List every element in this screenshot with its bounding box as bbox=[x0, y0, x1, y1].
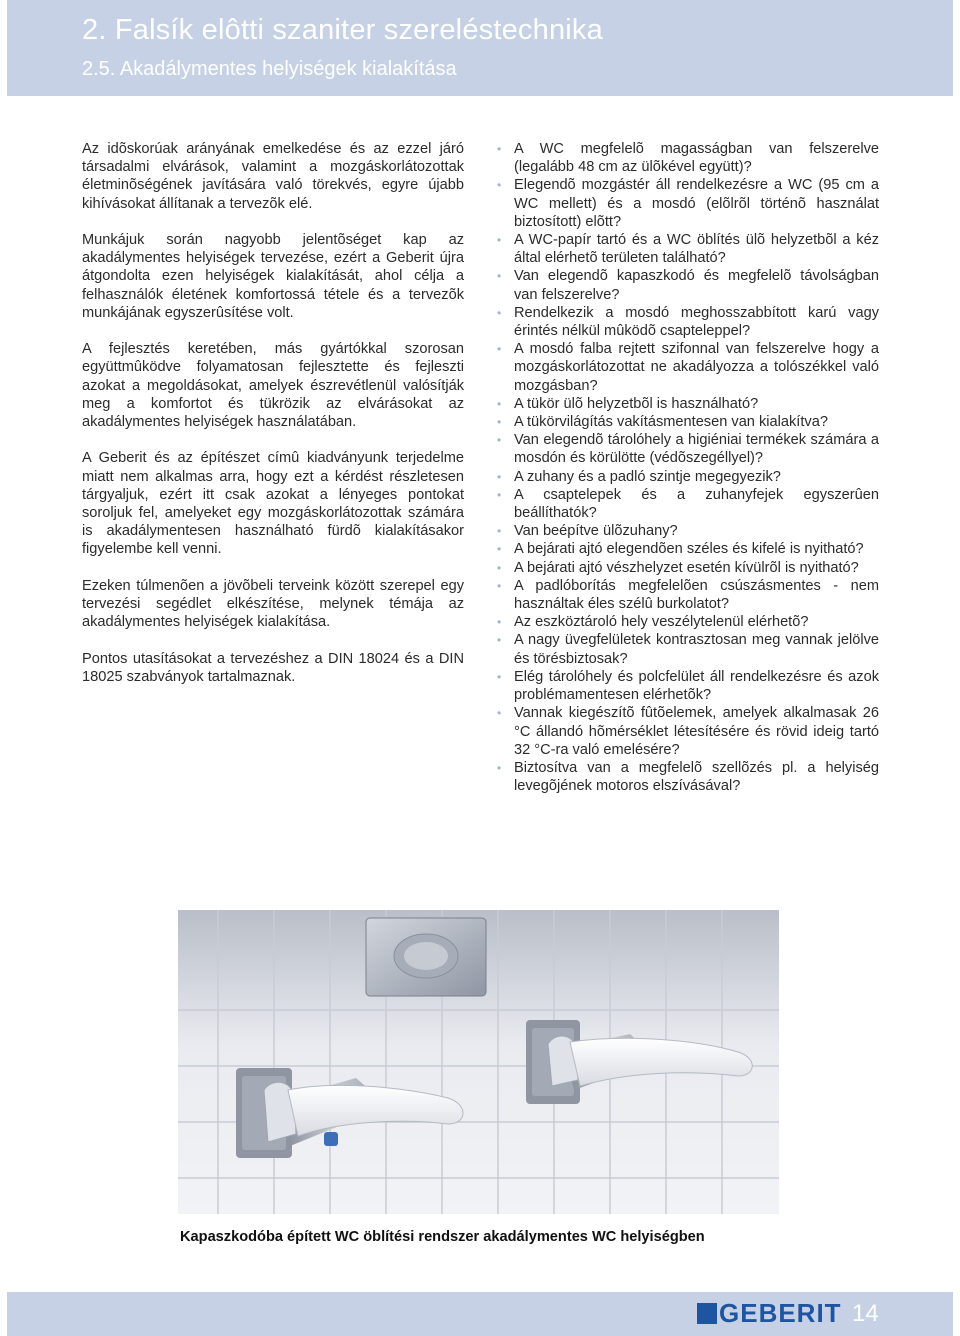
checklist-item bbox=[497, 340, 879, 395]
checklist-item bbox=[497, 304, 879, 340]
checklist-item-text: Vannak kiegészítõ fûtõelemek, amelyek alkalmasak 26 °C állandó hõmérséklet létesítésére és rövid ideig tartó 32 °C-ra való emelésére? bbox=[514, 705, 879, 758]
checklist-item-text: Van beépítve ülõzuhany? bbox=[514, 523, 678, 540]
bullet-icon: • bbox=[497, 615, 502, 630]
checklist-item bbox=[497, 668, 879, 704]
checklist-item-text: A padlóborítás megfelelõen csúszásmentes - nem használtak éles szélû burkolatot? bbox=[514, 577, 879, 613]
checklist-item-text: A tükörvilágítás vakításmentesen van kialakítva? bbox=[514, 414, 828, 431]
checklist-item-text: A tükör ülõ helyzetbõl is használható? bbox=[514, 395, 759, 412]
checklist-item bbox=[497, 759, 879, 795]
checklist bbox=[497, 140, 879, 795]
page-number: 14 bbox=[852, 1300, 879, 1327]
figure-caption: Kapaszkodóba épített WC öblítési rendszer akadálymentes WC helyiségben bbox=[180, 1229, 705, 1245]
checklist-item-text: A zuhany és a padló szintje megegyezik? bbox=[514, 468, 781, 485]
bullet-icon: • bbox=[497, 233, 502, 248]
checklist-item bbox=[497, 540, 879, 558]
checklist-item-text: A WC megfelelõ magasságban van felszerelve (legalább 48 cm az ülõkével együtt)? bbox=[514, 141, 879, 176]
checklist-item-text: Elég tárolóhely és polcfelület áll rendelkezésre és azok problémamentesen elérhetõk? bbox=[514, 668, 879, 704]
bullet-icon: • bbox=[497, 305, 502, 320]
checklist-item bbox=[497, 577, 879, 613]
bullet-icon: • bbox=[497, 633, 502, 648]
bullet-icon: • bbox=[497, 760, 502, 775]
bullet-icon: • bbox=[497, 706, 502, 721]
checklist-item-text: Az eszköztároló hely veszélytelenül elérhetõ? bbox=[514, 614, 809, 631]
checklist-column bbox=[497, 140, 879, 795]
bullet-icon: • bbox=[497, 669, 502, 684]
checklist-item-text: A bejárati ajtó vészhelyzet esetén kívülrõl is nyitható? bbox=[514, 559, 859, 576]
bullet-icon: • bbox=[497, 433, 502, 448]
checklist-item bbox=[497, 176, 879, 231]
footer-band bbox=[7, 1292, 953, 1336]
paragraph: Munkájuk során nagyobb jelentõséget kap az akadálymentes helyiségek tervezése, ezért a Geberit újra átgondolta ezen helyiségek kialakítását, ahol célja a felhasználók életének komfortossá tétele és a tervezõk munkájának egyszerûsítése volt. bbox=[82, 232, 464, 321]
checklist-item-text: A mosdó falba rejtett szifonnal van felszerelve hogy a mozgáskorlátozottat ne akadályozza a tolószékkel való mozgásban? bbox=[514, 341, 879, 394]
checklist-item bbox=[497, 486, 879, 522]
section-subtitle: 2.5. Akadálymentes helyiségek kialakítása bbox=[82, 58, 457, 80]
header-band bbox=[7, 0, 953, 96]
checklist-item bbox=[497, 413, 879, 431]
paragraph: A Geberit és az építészet címû kiadványunk terjedelme miatt nem alkalmas arra, hogy ezt a kérdést részletesen tárgyaljuk, ezért itt csak azokat a lényeges pontokat soroljuk fel, amelyeket egy mozgáskorlátozottak számára is akadálymentesen használható fürdõ kialakításakor figyelembe kell venni. bbox=[82, 450, 464, 558]
checklist-item-text: A bejárati ajtó elegendõen széles és kifelé is nyitható? bbox=[514, 541, 864, 558]
checklist-item bbox=[497, 613, 879, 631]
geberit-logo-square-icon bbox=[697, 1303, 717, 1324]
checklist-item-text: A WC-papír tartó és a WC öblítés ülõ helyzetbõl a kéz által elérhetõ területen található? bbox=[514, 232, 879, 267]
flush-plate bbox=[366, 918, 486, 996]
bullet-icon: • bbox=[497, 269, 502, 284]
bullet-icon: • bbox=[497, 415, 502, 430]
checklist-item bbox=[497, 468, 879, 486]
bullet-icon: • bbox=[497, 560, 502, 575]
bullet-icon: • bbox=[497, 396, 502, 411]
bullet-icon: • bbox=[497, 342, 502, 357]
grab-bar-flush-photo bbox=[178, 910, 779, 1214]
bullet-icon: • bbox=[497, 487, 502, 502]
bullet-icon: • bbox=[497, 142, 502, 156]
bullet-icon: • bbox=[497, 469, 502, 484]
paragraph: A fejlesztés keretében, más gyártókkal szorosan együttmûködve folyamatosan fejlesztette és fejleszti azokat a megoldásokat, amelyek észrevétlenül valósítják meg a komfortot és tükrözik az elvárásokat az akadálymentes helyiségek használatában. bbox=[82, 341, 464, 431]
checklist-item bbox=[497, 231, 879, 267]
bullet-icon: • bbox=[497, 524, 502, 539]
checklist-item bbox=[497, 559, 879, 577]
geberit-logo: GEBERIT bbox=[719, 1298, 842, 1328]
checklist-item-text: A csaptelepek és a zuhanyfejek egyszerûen beállíthatók? bbox=[514, 486, 879, 522]
checklist-item-text: Van elegendõ kapaszkodó és megfelelõ távolságban van felszerelve? bbox=[514, 268, 879, 303]
checklist-item bbox=[497, 631, 879, 667]
checklist-item-text: Elegendõ mozgástér áll rendelkezésre a WC (95 cm a WC mellett) és a mosdó (elõlrõl történõ használat biztosított) elõtt? bbox=[514, 177, 879, 230]
checklist-item bbox=[497, 704, 879, 759]
photo-illustration bbox=[178, 910, 779, 1214]
left-column bbox=[82, 140, 464, 704]
checklist-item bbox=[497, 522, 879, 540]
checklist-item bbox=[497, 140, 879, 176]
paragraph: Pontos utasításokat a tervezéshez a DIN 18024 és a DIN 18025 szabványok tartalmaznak. bbox=[82, 650, 464, 685]
checklist-item-text: Biztosítva van a megfelelõ szellõzés pl. a helyiség levegõjének motoros elszívásával? bbox=[514, 759, 879, 795]
checklist-item-text: Van elegendõ tárolóhely a higiéniai termékek számára a mosdón és körülötte (védõszegéllyel)? bbox=[514, 432, 879, 467]
checklist-item bbox=[497, 267, 879, 303]
checklist-item-text: Rendelkezik a mosdó meghosszabbított karú vagy érintés nélkül mûködõ csapteleppel? bbox=[514, 304, 879, 340]
bullet-icon: • bbox=[497, 542, 502, 557]
bullet-icon: • bbox=[497, 178, 502, 193]
chapter-title: 2. Falsík elôtti szaniter szereléstechnika bbox=[82, 14, 603, 46]
paragraph: Az idõskorúak arányának emelkedése és az ezzel járó társadalmi elvárások, valamint a mozgáskorlátozottak életminõségének javítására való törekvés, egyre újabb kihívásokat állítanak a tervezõk elé. bbox=[82, 141, 464, 212]
checklist-item-text: A nagy üvegfelületek kontrasztosan meg vannak jelölve és törésbiztosak? bbox=[514, 632, 879, 667]
checklist-item bbox=[497, 431, 879, 467]
bullet-icon: • bbox=[497, 578, 502, 593]
checklist-item bbox=[497, 395, 879, 413]
paragraph: Ezeken túlmenõen a jövõbeli terveink között szerepel egy tervezési segédlet elkészítése, melynek témája az akadálymentes helyiségek kialakítása. bbox=[82, 577, 464, 631]
